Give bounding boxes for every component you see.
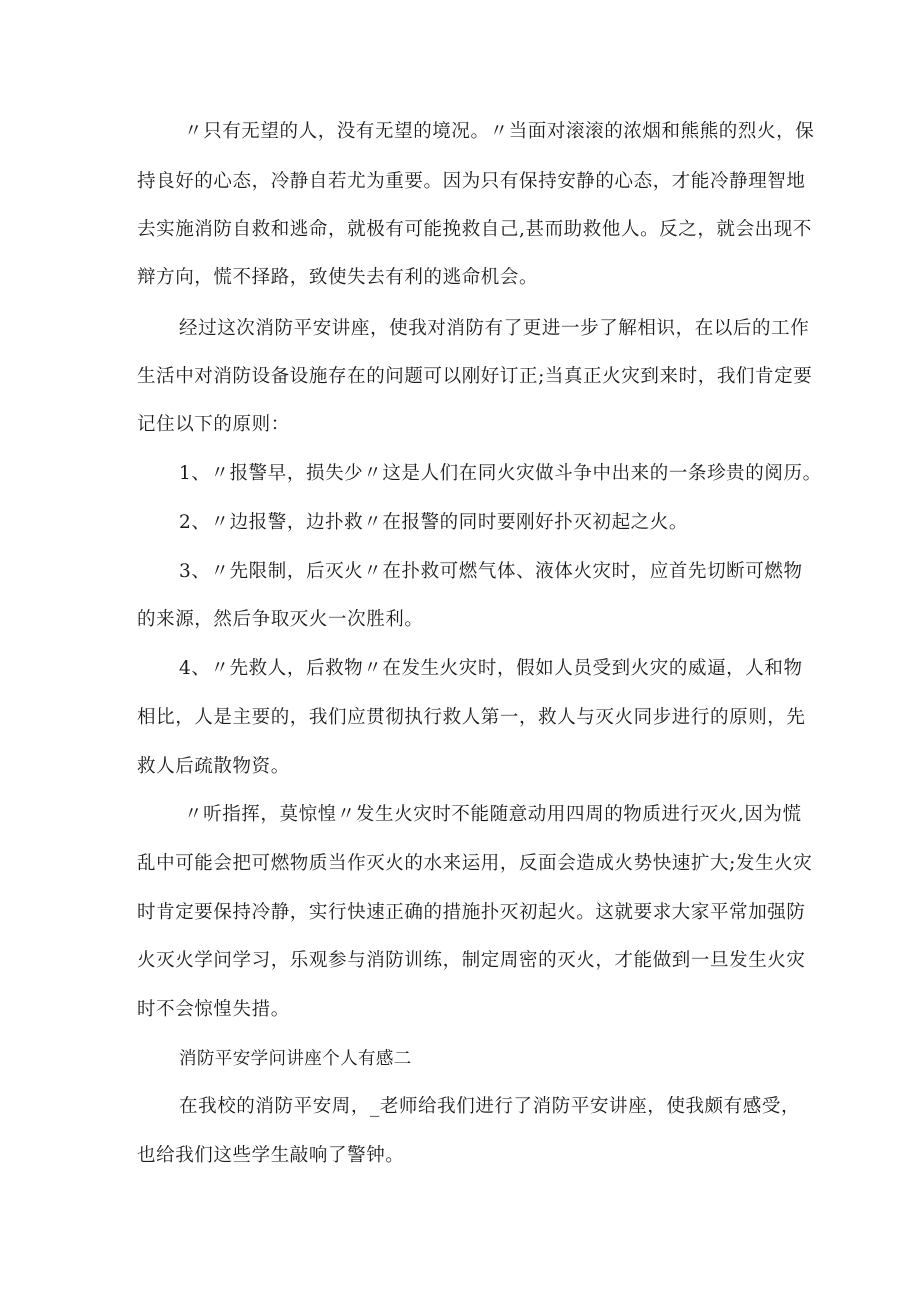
paragraph-8-line-1: 在我校的消防平安周，_老师给我们进行了消防平安讲座，使我颇有感受， xyxy=(179,1096,801,1117)
paragraph-2-line-3: 记住以下的原则： xyxy=(137,414,290,435)
principle-3-line-1: 3、〃先限制，后灭火〃在扑救可燃气体、液体火灾时，应首先切断可燃物 xyxy=(179,561,803,582)
principle-4-line-1: 4、〃先救人，后救物〃在发生火灾时，假如人员受到火灾的威逼，人和物 xyxy=(179,658,803,679)
principle-2: 2、〃边报警，边扑救〃在报警的同时要刚好扑灭初起之火。 xyxy=(179,512,688,533)
principle-4-line-3: 救人后疏散物资。 xyxy=(137,756,290,777)
principle-4-line-2: 相比，人是主要的，我们应贯彻执行救人第一，救人与灭火同步进行的原则，先 xyxy=(137,707,806,728)
paragraph-7-line-1: 〃听指挥，莫惊惶〃发生火灾时不能随意动用四周的物质进行灭火,因为慌 xyxy=(184,804,802,825)
paragraph-7-line-5: 时不会惊惶失措。 xyxy=(137,999,290,1020)
section-heading: 消防平安学问讲座个人有感二 xyxy=(179,1049,412,1069)
principle-3-line-2: 的来源，然后争取灭火一次胜利。 xyxy=(137,609,424,630)
paragraph-7-line-2: 乱中可能会把可燃物质当作灭火的水来运用，反面会造成火势快速扩大;发生火灾 xyxy=(137,853,813,874)
paragraph-1-line-4: 辩方向，慌不择路，致使失去有利的逃命机会。 xyxy=(137,267,539,288)
paragraph-1-line-2: 持良好的心态，冷静自若尤为重要。因为只有保持安静的心态，才能冷静理智地 xyxy=(137,171,806,192)
principle-1: 1、〃报警早，损失少〃这是人们在同火灾做斗争中出来的一条珍贵的阅历。 xyxy=(179,463,822,484)
paragraph-2-line-2: 生活中对消防设备设施存在的问题可以刚好订正;当真正火灾到来时，我们肯定要 xyxy=(137,366,813,387)
paragraph-7-line-3: 时肯定要保持冷静，实行快速正确的措施扑灭初起火。这就要求大家平常加强防 xyxy=(137,902,806,923)
paragraph-7-line-4: 火灭火学问学习，乐观参与消防训练，制定周密的灭火，才能做到一旦发生火灾 xyxy=(137,950,806,971)
paragraph-2-line-1: 经过这次消防平安讲座，使我对消防有了更进一步了解相识，在以后的工作 xyxy=(179,318,810,339)
paragraph-8-line-2: 也给我们这些学生敲响了警钟。 xyxy=(137,1145,405,1166)
paragraph-1-line-3: 去实施消防自救和逃命，就极有可能挽救自己,甚而助救他人。反之，就会出现不 xyxy=(137,219,812,240)
paragraph-1-line-1: 〃只有无望的人，没有无望的境况。〃当面对滚滚的浓烟和熊熊的烈火，保 xyxy=(184,121,815,142)
